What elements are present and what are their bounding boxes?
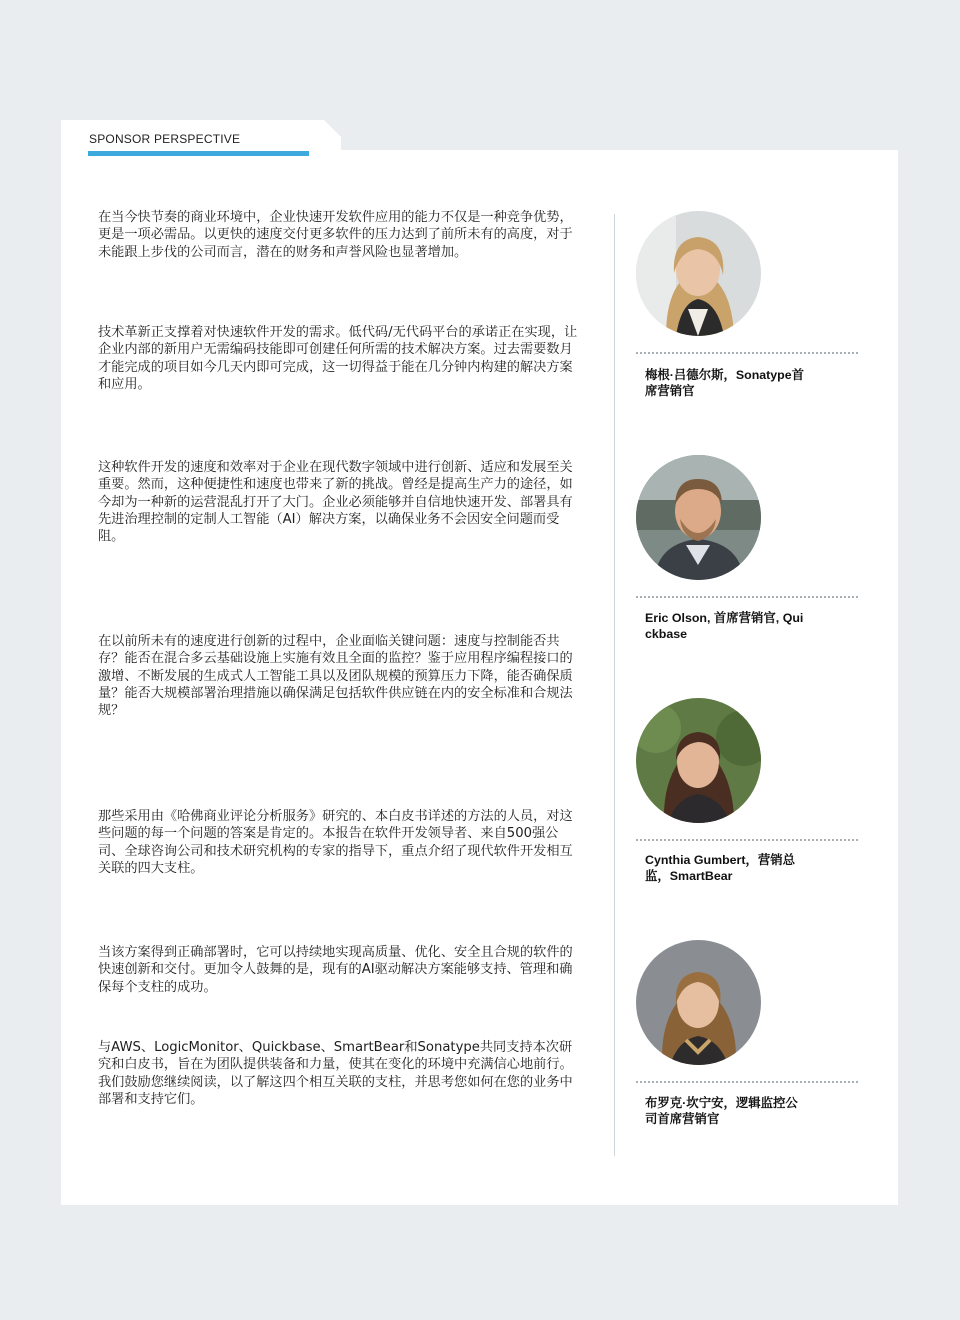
section-label: SPONSOR PERSPECTIVE (89, 132, 241, 146)
sponsor-photo-3 (636, 698, 761, 823)
sponsor-divider-4 (636, 1081, 858, 1083)
intro-paragraph: 在当今快节奏的商业环境中，企业快速开发软件应用的能力不仅是一种竞争优势，更是一项必需品。以更快的速度交付更多软件的压力达到了前所未有的高度，对于未能跟上步伐的公司而言，潜在的财务和声誉风险也显著增加。 (98, 210, 573, 260)
portrait-image (636, 940, 761, 1065)
section-tab (61, 120, 341, 151)
approach-paragraph: 那些采用由《哈佛商业评论分析服务》研究的、本白皮书详述的方法的人员，对这些问题的每一个问题的答案是肯定的。本报告在软件开发领导者、来自500强公司、全球咨询公司和技术研究机构的专家的指导下，重点介绍了现代软件开发相互关联的四大支柱。 (98, 809, 573, 876)
sponsor-photo-1 (636, 211, 761, 336)
portrait-image (636, 698, 761, 823)
portrait-image (636, 455, 761, 580)
sponsor-divider-3 (636, 839, 858, 841)
sponsor-name-1: 梅根·吕德尔斯，Sonatype首席营销官 (645, 368, 805, 398)
section-accent-bar (88, 151, 309, 156)
sponsor-photo-2 (636, 455, 761, 580)
deployment-paragraph: 当该方案得到正确部署时，它可以持续地实现高质量、优化、安全且合规的软件的快速创新和交付。更加令人鼓舞的是，现有的AI驱动解决方案能够支持、管理和确保每个支柱的成功。 (98, 945, 573, 995)
sponsor-photo-4 (636, 940, 761, 1065)
sponsor-divider-1 (636, 352, 858, 354)
sponsor-name-3: Cynthia Gumbert，营销总监，SmartBear (645, 853, 796, 883)
speed-paragraph: 这种软件开发的速度和效率对于企业在现代数字领域中进行创新、适应和发展至关重要。然而，这种便捷性和速度也带来了新的挑战。曾经是提高生产力的途径，如今却为一种新的运营混乱打开了大门。企业必须能够并自信地快速开发、部署具有先进治理控制的定制人工智能（AI）解决方案，以确保业务不会因安全问题而受阻。 (98, 460, 573, 545)
questions-paragraph: 在以前所未有的速度进行创新的过程中，企业面临关键问题：速度与控制能否共存？能否在混合多云基础设施上实施有效且全面的监控？鉴于应用程序编程接口的激增、不断发展的生成式人工智能工具以及团队规模的预算压力下降，能否确保质量？能否大规模部署治理措施以确保满足包括软件供应链在内的安全标准和合规法规？ (98, 634, 573, 719)
portrait-image (636, 211, 761, 336)
sponsor-name-2: Eric Olson, 首席营销官, Quickbase (645, 611, 804, 641)
sponsor-name-4: 布罗克·坎宁安，逻辑监控公司首席营销官 (645, 1096, 798, 1126)
column-divider (614, 214, 615, 1156)
tech-paragraph: 技术革新正支撑着对快速软件开发的需求。低代码/无代码平台的承诺正在实现，让企业内部的新用户无需编码技能即可创建任何所需的技术解决方案。过去需要数月才能完成的项目如今几天内即可完成，这一切得益于能在几分钟内构建的解决方案和应用。 (98, 325, 578, 392)
sponsors-paragraph: 与AWS、LogicMonitor、Quickbase、SmartBear和Sonatype共同支持本次研究和白皮书，旨在为团队提供装备和力量，使其在变化的环境中充满信心地前行。我们鼓励您继续阅读，以了解这四个相互关联的支柱，并思考您如何在您的业务中部署和支持它们。 (98, 1040, 573, 1107)
sponsor-divider-2 (636, 596, 858, 598)
